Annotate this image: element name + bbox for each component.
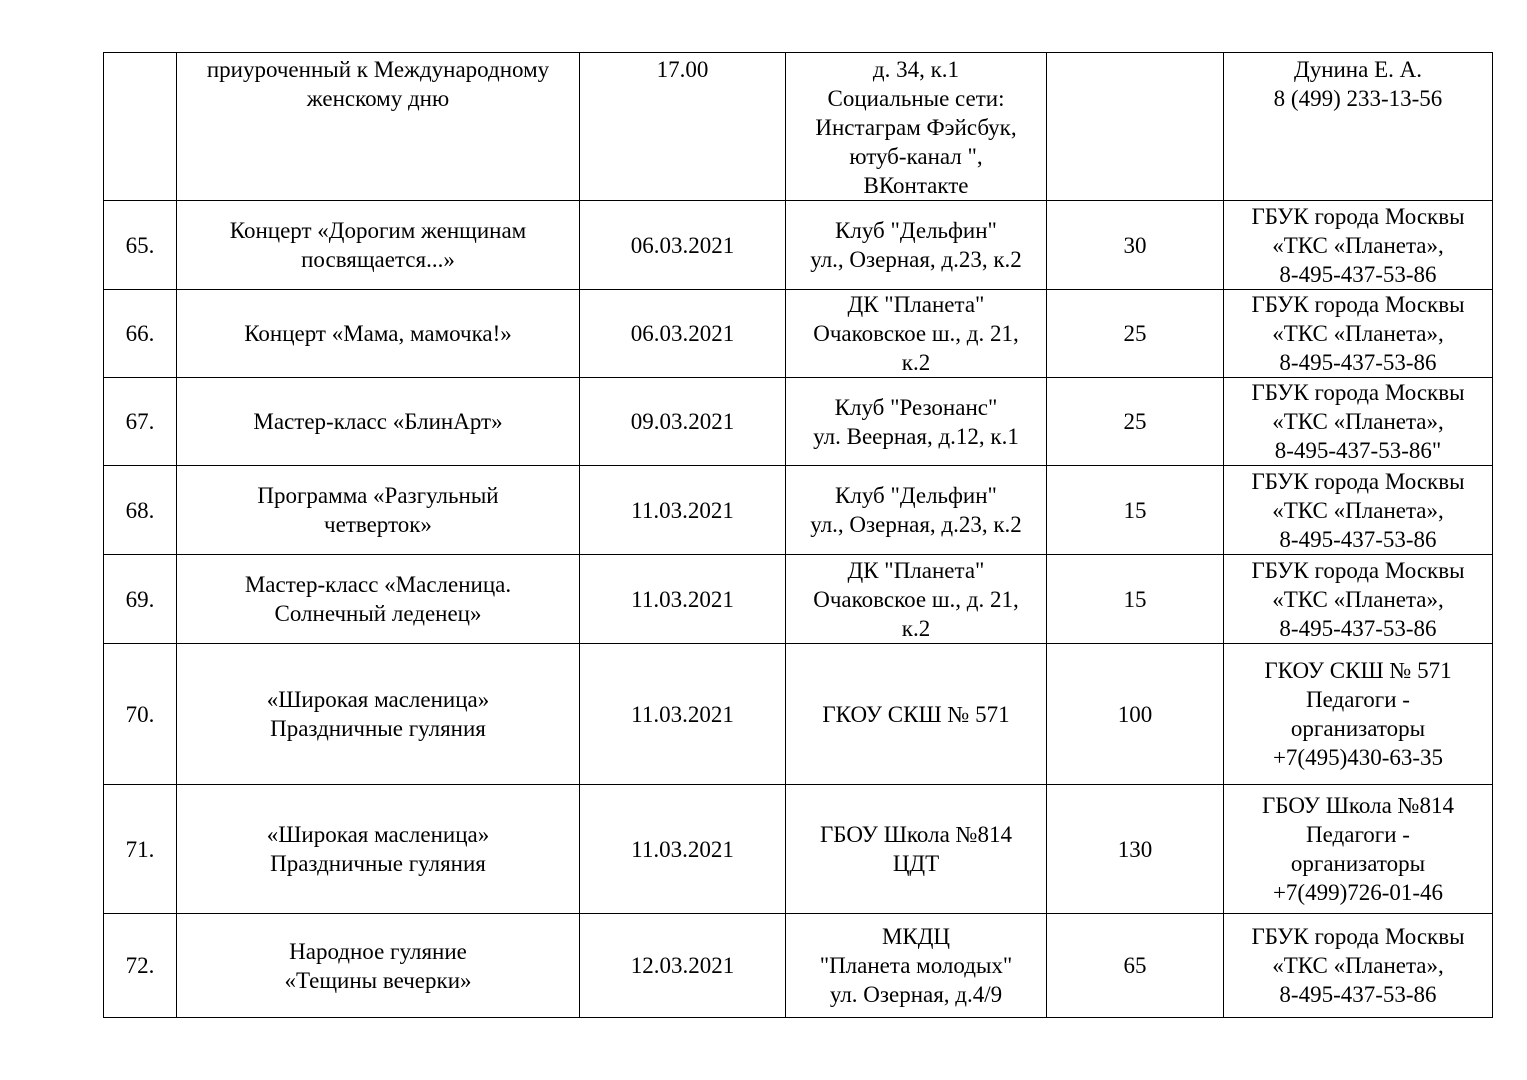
cell-text: 15 [1123, 497, 1147, 523]
cell-text-line: ул., Озерная, д.23, к.2 [810, 512, 1022, 537]
cell-text-line: к.2 [901, 350, 931, 375]
organizer-cell [1224, 290, 1493, 378]
cell-text-line: Праздничные гуляния [270, 851, 486, 876]
event-date-cell [580, 914, 786, 1018]
participants-cell [1047, 466, 1224, 555]
event-place-cell [786, 290, 1047, 378]
cell-text-line: "Планета молодых" [819, 953, 1013, 978]
participants-cell [1047, 201, 1224, 290]
cell-text-line: 8-495-437-53-86" [1274, 438, 1442, 463]
organizer-cell [1224, 644, 1493, 785]
cell-text: 69. [125, 586, 155, 612]
cell-text: 25 [1123, 321, 1147, 346]
cell-text: 70. [125, 701, 155, 727]
event-name-cell [177, 201, 580, 290]
cell-text-line: ЦДТ [892, 851, 940, 876]
cell-text-line: Дунина Е. А. [1294, 57, 1422, 82]
participants-cell [1047, 785, 1224, 914]
event-place-cell [786, 555, 1047, 644]
cell-text: 30 [1123, 232, 1147, 258]
table-row [104, 785, 1493, 914]
event-name-cell [177, 644, 580, 785]
event-place-cell [786, 53, 1047, 201]
cell-text-line: 8 (499) 233-13-56 [1273, 86, 1443, 111]
cell-text-line: «Широкая масленица» [266, 687, 490, 712]
table-row [104, 466, 1493, 555]
event-place-cell [786, 644, 1047, 785]
cell-text-line: ГКОУ СКШ № 571 [822, 701, 1010, 727]
participants-cell [1047, 290, 1224, 378]
cell-text: 71. [125, 836, 155, 862]
cell-text: 68. [125, 497, 155, 523]
cell-text-line: Праздничные гуляния [270, 716, 486, 741]
row-number-cell [104, 785, 177, 914]
cell-text-line: 11.03.2021 [631, 586, 734, 612]
row-number-cell [104, 644, 177, 785]
row-number-cell [104, 466, 177, 555]
cell-text-line: ул. Веерная, д.12, к.1 [813, 423, 1019, 449]
cell-text-line: ГКОУ СКШ № 571 [1264, 658, 1452, 683]
cell-text-line: к.2 [901, 615, 931, 641]
cell-text: 25 [1123, 409, 1147, 434]
cell-text-line: 8-495-437-53-86 [1279, 350, 1437, 375]
cell-text-line: +7(499)726-01-46 [1272, 880, 1444, 905]
cell-text-line: Клуб "Резонанс" [834, 394, 998, 420]
event-name-cell [177, 466, 580, 555]
event-date-cell [580, 201, 786, 290]
event-date-cell [580, 53, 786, 201]
cell-text-line: ГБОУ Школа №814 [820, 822, 1012, 847]
cell-text-line: «ТКС «Планета», [1272, 409, 1444, 434]
cell-text-line: 8-495-437-53-86 [1279, 615, 1437, 641]
table-row [104, 555, 1493, 644]
cell-text-line: 11.03.2021 [631, 701, 734, 727]
row-number-cell [104, 290, 177, 378]
cell-text-line: Педагоги - [1306, 822, 1410, 847]
participants-cell [1047, 644, 1224, 785]
cell-text-line: ул., Озерная, д.23, к.2 [810, 247, 1022, 272]
cell-text-line: ГБУК города Москвы [1251, 292, 1465, 317]
cell-text-line: ДК "Планета" [847, 292, 985, 317]
cell-text-line: 11.03.2021 [631, 497, 734, 523]
event-date-cell [580, 378, 786, 466]
cell-text: 65 [1123, 953, 1147, 978]
table-row [104, 201, 1493, 290]
cell-text-line: организаторы [1290, 716, 1426, 741]
organizer-cell [1224, 378, 1493, 466]
organizer-cell [1224, 914, 1493, 1018]
cell-text-line: ГБУК города Москвы [1251, 557, 1465, 583]
cell-text-line: 17.00 [656, 57, 709, 82]
cell-text-line: ГБУК города Москвы [1251, 468, 1465, 494]
row-number-cell [104, 53, 177, 201]
cell-text-line: приуроченный к Международному [206, 57, 550, 82]
row-number-cell [104, 201, 177, 290]
event-place-cell [786, 914, 1047, 1018]
organizer-cell [1224, 785, 1493, 914]
row-number-cell [104, 914, 177, 1018]
organizer-cell [1224, 53, 1493, 201]
organizer-cell [1224, 555, 1493, 644]
cell-text-line: МКДЦ [881, 924, 951, 949]
cell-text-line: Народное гуляние [289, 938, 467, 964]
cell-text-line: Клуб "Дельфин" [835, 218, 997, 243]
cell-text-line: «ТКС «Планета», [1272, 586, 1444, 612]
cell-text-line: «Тещины вечерки» [284, 967, 472, 993]
participants-cell [1047, 555, 1224, 644]
cell-text-line: Концерт «Дорогим женщинам [229, 218, 527, 243]
cell-text-line: ДК "Планета" [847, 557, 985, 583]
cell-text-line: четверток» [324, 512, 432, 537]
cell-text-line: ВКонтакте [863, 173, 969, 198]
table-row [104, 53, 1493, 201]
cell-text-line: Очаковское ш., д. 21, [813, 321, 1019, 346]
cell-text-line: «Широкая масленица» [266, 822, 490, 847]
cell-text-line: ютуб-канал ", [849, 144, 983, 169]
table-row [104, 378, 1493, 466]
cell-text-line: +7(495)430-63-35 [1272, 745, 1444, 770]
cell-text-line: Солнечный леденец» [274, 601, 482, 626]
cell-text: 15 [1123, 586, 1147, 612]
participants-cell [1047, 378, 1224, 466]
cell-text-line: «ТКС «Планета», [1272, 497, 1444, 523]
cell-text-line: Программа «Разгульный [257, 483, 499, 508]
cell-text: 65. [125, 232, 155, 258]
participants-cell [1047, 914, 1224, 1018]
cell-text-line: ГБУК города Москвы [1251, 203, 1465, 229]
participants-cell [1047, 53, 1224, 201]
cell-text-line: «ТКС «Планета», [1272, 232, 1444, 258]
events-table-body [104, 53, 1493, 1018]
event-place-cell [786, 785, 1047, 914]
event-place-cell [786, 201, 1047, 290]
cell-text-line: ГБУК города Москвы [1251, 380, 1465, 405]
cell-text-line: посвящается...» [301, 247, 455, 272]
cell-text-line: «ТКС «Планета», [1272, 953, 1444, 978]
cell-text-line: 8-495-437-53-86 [1279, 982, 1437, 1007]
cell-text-line: 8-495-437-53-86 [1279, 526, 1437, 552]
table-row [104, 290, 1493, 378]
cell-text-line: 8-495-437-53-86 [1279, 261, 1437, 287]
cell-text-line: Мастер-класс «БлинАрт» [253, 409, 503, 434]
table-row [104, 914, 1493, 1018]
cell-text-line: Педагоги - [1306, 687, 1410, 712]
cell-text-line: Очаковское ш., д. 21, [813, 586, 1019, 612]
events-table [103, 52, 1493, 1018]
cell-text-line: 06.03.2021 [630, 321, 735, 346]
cell-text: 67. [125, 409, 155, 434]
organizer-cell [1224, 466, 1493, 555]
cell-text-line: 12.03.2021 [630, 953, 735, 978]
cell-text-line: 09.03.2021 [630, 409, 735, 434]
event-name-cell [177, 785, 580, 914]
event-date-cell [580, 555, 786, 644]
cell-text-line: «ТКС «Планета», [1272, 321, 1444, 346]
cell-text: 66. [125, 321, 155, 346]
table-row [104, 644, 1493, 785]
event-name-cell [177, 53, 580, 201]
cell-text-line: 11.03.2021 [631, 836, 734, 862]
event-place-cell [786, 466, 1047, 555]
cell-text-line: ул. Озерная, д.4/9 [829, 982, 1003, 1007]
event-name-cell [177, 290, 580, 378]
event-name-cell [177, 914, 580, 1018]
cell-text-line: 06.03.2021 [630, 232, 735, 258]
cell-text: 130 [1117, 836, 1153, 862]
cell-text: 100 [1117, 701, 1153, 727]
cell-text-line: женскому дню [306, 86, 450, 111]
event-date-cell [580, 644, 786, 785]
event-date-cell [580, 466, 786, 555]
cell-text-line: организаторы [1290, 851, 1426, 876]
cell-text-line: Социальные сети: [827, 86, 1005, 111]
event-name-cell [177, 555, 580, 644]
cell-text-line: д. 34, к.1 [872, 57, 960, 82]
cell-text-line: Клуб "Дельфин" [835, 483, 997, 508]
event-place-cell [786, 378, 1047, 466]
row-number-cell [104, 555, 177, 644]
event-date-cell [580, 785, 786, 914]
event-date-cell [580, 290, 786, 378]
cell-text-line: Инстаграм Фэйсбук, [815, 115, 1017, 140]
organizer-cell [1224, 201, 1493, 290]
event-name-cell [177, 378, 580, 466]
cell-text: 72. [125, 953, 155, 978]
cell-text-line: ГБОУ Школа №814 [1262, 793, 1454, 818]
cell-text-line: Концерт «Мама, мамочка!» [244, 321, 512, 346]
cell-text-line: Мастер-класс «Масленица. [244, 572, 512, 597]
row-number-cell [104, 378, 177, 466]
cell-text-line: ГБУК города Москвы [1251, 924, 1465, 949]
